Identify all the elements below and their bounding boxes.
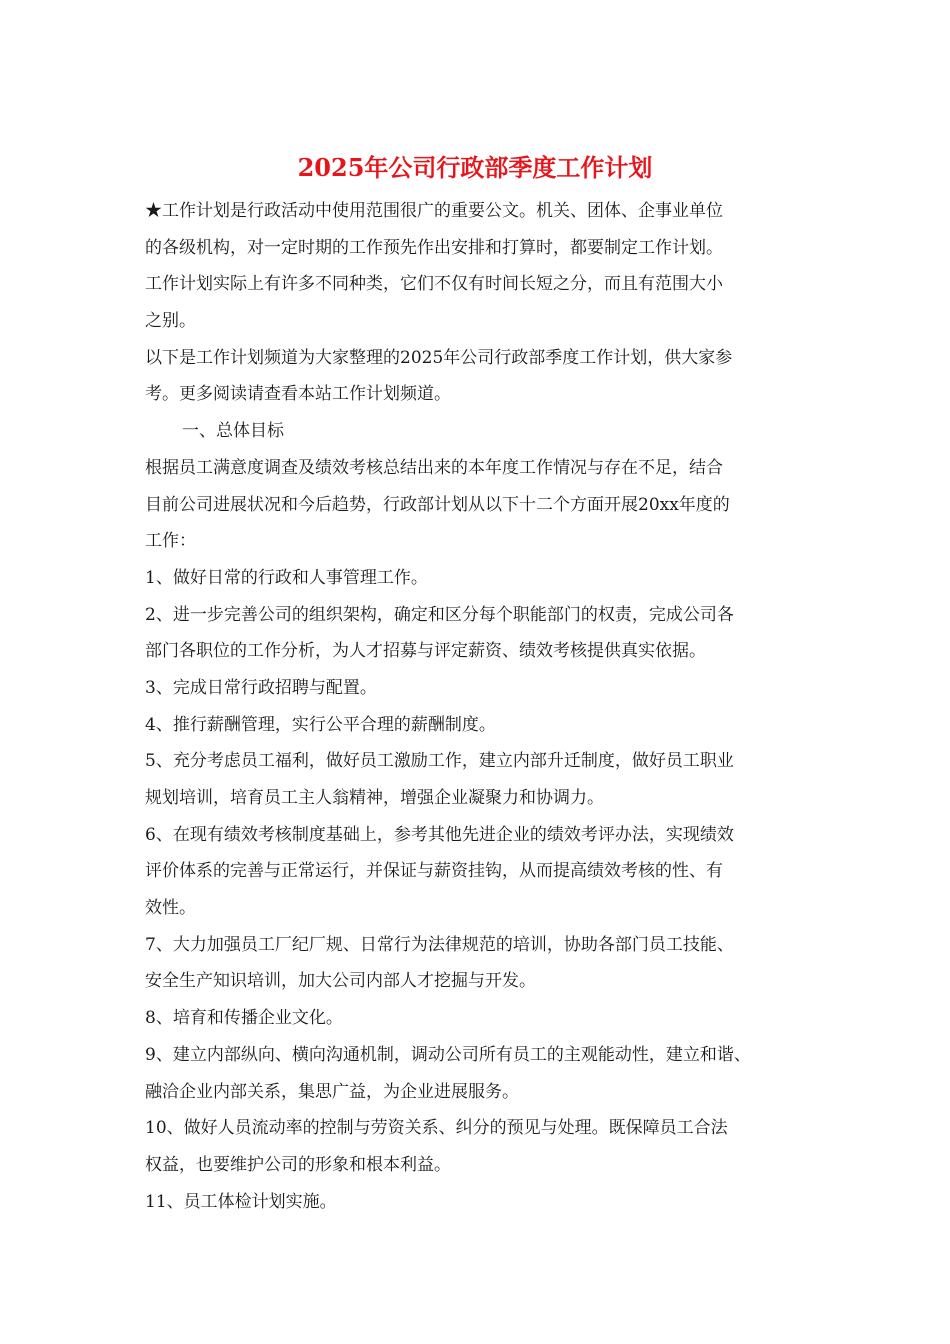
list-item: 4、推行薪酬管理，实行公平合理的薪酬制度。 [145,714,496,735]
list-item: 6、在现有绩效考核制度基础上，参考其他先进企业的绩效考评办法，实现绩效 [145,824,734,845]
paragraph-line: 工作： [145,531,196,552]
paragraph-line: 的各级机构，对一定时期的工作预先作出安排和打算时，都要制定工作计划。 [145,237,723,258]
paragraph-line: 以下是工作计划频道为大家整理的2025年公司行政部季度工作计划，供大家参 [145,347,733,368]
list-item: 1、做好日常的行政和人事管理工作。 [145,567,428,588]
document-title: 2025年公司行政部季度工作计划 [297,153,653,182]
paragraph-line: 工作计划实际上有许多不同种类，它们不仅有时间长短之分，而且有范围大小 [145,274,723,295]
list-item-continuation: 部门各职位的工作分析，为人才招募与评定薪资、绩效考核提供真实依据。 [145,641,706,662]
list-item-continuation: 评价体系的完善与正常运行，并保证与薪资挂钩，从而提高绩效考核的性、有 [145,861,723,882]
section-heading: 一、总体目标 [182,421,284,442]
list-item: 7、大力加强员工厂纪厂规、日常行为法律规范的培训，协助各部门员工技能、 [145,934,734,955]
list-item-continuation: 规划培训，培育员工主人翁精神，增强企业凝聚力和协调力。 [145,788,604,808]
paragraph-line: 目前公司进展状况和今后趋势，行政部计划从以下十二个方面开展20xx年度的 [145,494,730,515]
paragraph-line: 考。更多阅读请查看本站工作计划频道。 [145,384,451,405]
list-item-continuation: 融洽企业内部关系，集思广益，为企业进展服务。 [145,1081,519,1102]
list-item-continuation: 安全生产知识培训，加大公司内部人才挖掘与开发。 [145,971,536,992]
list-item-continuation: 权益，也要维护公司的形象和根本利益。 [145,1154,451,1175]
paragraph-line: 之别。 [145,311,196,332]
list-item-continuation: 效性。 [145,898,196,919]
list-item: 10、做好人员流动率的控制与劳资关系、纠分的预见与处理。既保障员工合法 [145,1118,728,1139]
list-item: 11、员工体检计划实施。 [145,1191,337,1212]
paragraph-line: ★工作计划是行政活动中使用范围很广的重要公文。机关、团体、企事业单位 [145,201,723,221]
list-item: 8、培育和传播企业文化。 [145,1008,343,1029]
document-body [145,196,835,1223]
paragraph-line: 根据员工满意度调查及绩效考核总结出来的本年度工作情况与存在不足，结合 [145,457,723,478]
list-item: 9、建立内部纵向、横向沟通机制，调动公司所有员工的主观能动性，建立和谐、 [145,1044,751,1065]
list-item: 5、充分考虑员工福利，做好员工激励工作，建立内部升迁制度，做好员工职业 [145,751,734,772]
list-item: 3、完成日常行政招聘与配置。 [145,677,377,698]
list-item: 2、进一步完善公司的组织架构，确定和区分每个职能部门的权责，完成公司各 [145,604,734,625]
